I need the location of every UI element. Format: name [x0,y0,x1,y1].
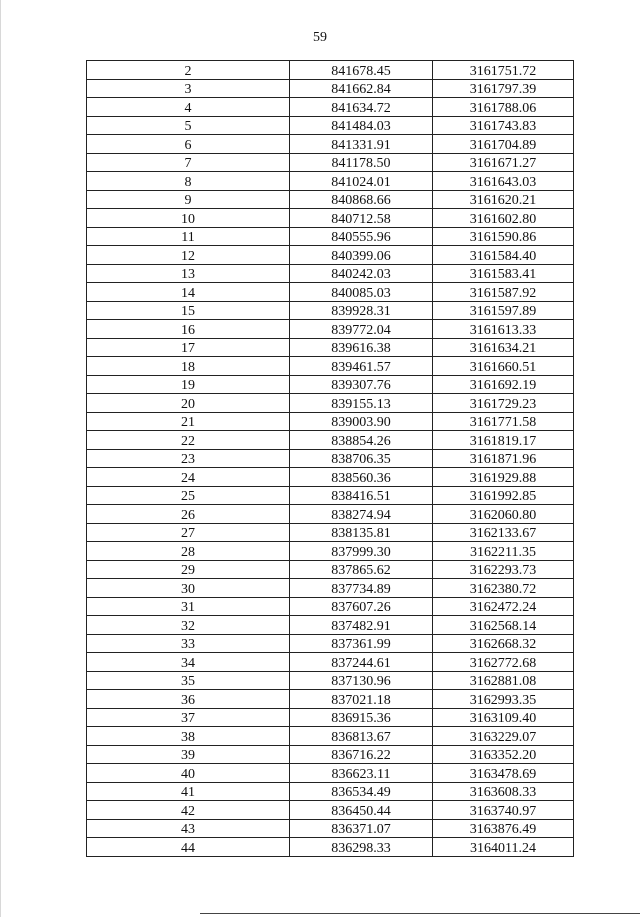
point-number-cell: 28 [87,542,290,561]
table-row [87,708,574,727]
y-coordinate-cell: 3162772.68 [433,653,574,672]
point-number-cell: 25 [87,486,290,505]
y-coordinate-cell: 3162668.32 [433,634,574,653]
table-row [87,172,574,191]
table-row [87,727,574,746]
y-coordinate-cell: 3161992.85 [433,486,574,505]
point-number-cell: 34 [87,653,290,672]
x-coordinate-cell: 841634.72 [290,98,433,117]
table-row [87,301,574,320]
x-coordinate-cell: 837865.62 [290,560,433,579]
point-number-cell: 16 [87,320,290,339]
table-row [87,79,574,98]
y-coordinate-cell: 3161660.51 [433,357,574,376]
y-coordinate-cell: 3163740.97 [433,801,574,820]
x-coordinate-cell: 838560.36 [290,468,433,487]
x-coordinate-cell: 837244.61 [290,653,433,672]
y-coordinate-cell: 3161584.40 [433,246,574,265]
x-coordinate-cell: 839928.31 [290,301,433,320]
y-coordinate-cell: 3162211.35 [433,542,574,561]
table-row [87,634,574,653]
table-row [87,653,574,672]
point-number-cell: 2 [87,61,290,80]
point-number-cell: 20 [87,394,290,413]
y-coordinate-cell: 3161729.23 [433,394,574,413]
y-coordinate-cell: 3162380.72 [433,579,574,598]
page-bottom-border [200,913,640,914]
x-coordinate-cell: 837607.26 [290,597,433,616]
table-row [87,153,574,172]
table-row [87,616,574,635]
point-number-cell: 6 [87,135,290,154]
x-coordinate-cell: 838135.81 [290,523,433,542]
point-number-cell: 31 [87,597,290,616]
x-coordinate-cell: 836716.22 [290,745,433,764]
x-coordinate-cell: 841024.01 [290,172,433,191]
table-row [87,819,574,838]
y-coordinate-cell: 3161583.41 [433,264,574,283]
point-number-cell: 33 [87,634,290,653]
table-row [87,98,574,117]
y-coordinate-cell: 3161587.92 [433,283,574,302]
table-row [87,394,574,413]
table-row [87,190,574,209]
table-row [87,320,574,339]
x-coordinate-cell: 839616.38 [290,338,433,357]
point-number-cell: 38 [87,727,290,746]
table-row [87,338,574,357]
point-number-cell: 21 [87,412,290,431]
x-coordinate-cell: 837734.89 [290,579,433,598]
point-number-cell: 42 [87,801,290,820]
y-coordinate-cell: 3161602.80 [433,209,574,228]
x-coordinate-cell: 840868.66 [290,190,433,209]
table-row [87,782,574,801]
x-coordinate-cell: 839772.04 [290,320,433,339]
point-number-cell: 3 [87,79,290,98]
y-coordinate-cell: 3162472.24 [433,597,574,616]
x-coordinate-cell: 836813.67 [290,727,433,746]
table-row [87,671,574,690]
table-row [87,264,574,283]
point-number-cell: 29 [87,560,290,579]
point-number-cell: 26 [87,505,290,524]
y-coordinate-cell: 3161634.21 [433,338,574,357]
point-number-cell: 43 [87,819,290,838]
x-coordinate-cell: 840399.06 [290,246,433,265]
point-number-cell: 40 [87,764,290,783]
point-number-cell: 11 [87,227,290,246]
y-coordinate-cell: 3161871.96 [433,449,574,468]
x-coordinate-cell: 838854.26 [290,431,433,450]
point-number-cell: 44 [87,838,290,857]
point-number-cell: 39 [87,745,290,764]
x-coordinate-cell: 836298.33 [290,838,433,857]
point-number-cell: 17 [87,338,290,357]
point-number-cell: 19 [87,375,290,394]
y-coordinate-cell: 3163109.40 [433,708,574,727]
x-coordinate-cell: 841331.91 [290,135,433,154]
y-coordinate-cell: 3163608.33 [433,782,574,801]
y-coordinate-cell: 3161743.83 [433,116,574,135]
table-row [87,61,574,80]
y-coordinate-cell: 3163876.49 [433,819,574,838]
y-coordinate-cell: 3164011.24 [433,838,574,857]
table-row [87,449,574,468]
point-number-cell: 41 [87,782,290,801]
table-row [87,486,574,505]
y-coordinate-cell: 3161929.88 [433,468,574,487]
y-coordinate-cell: 3162060.80 [433,505,574,524]
y-coordinate-cell: 3163352.20 [433,745,574,764]
x-coordinate-cell: 839307.76 [290,375,433,394]
x-coordinate-cell: 838416.51 [290,486,433,505]
x-coordinate-cell: 837482.91 [290,616,433,635]
table-row [87,357,574,376]
point-number-cell: 14 [87,283,290,302]
table-row [87,838,574,857]
y-coordinate-cell: 3162881.08 [433,671,574,690]
page-number: 59 [313,30,327,45]
x-coordinate-cell: 839003.90 [290,412,433,431]
y-coordinate-cell: 3161819.17 [433,431,574,450]
table-row [87,745,574,764]
x-coordinate-cell: 839155.13 [290,394,433,413]
point-number-cell: 13 [87,264,290,283]
y-coordinate-cell: 3161597.89 [433,301,574,320]
table-row [87,597,574,616]
point-number-cell: 30 [87,579,290,598]
point-number-cell: 36 [87,690,290,709]
y-coordinate-cell: 3162993.35 [433,690,574,709]
table-row [87,412,574,431]
table-row [87,542,574,561]
table-row [87,227,574,246]
table-row [87,505,574,524]
y-coordinate-cell: 3162133.67 [433,523,574,542]
x-coordinate-cell: 840555.96 [290,227,433,246]
x-coordinate-cell: 838706.35 [290,449,433,468]
point-number-cell: 18 [87,357,290,376]
y-coordinate-cell: 3161671.27 [433,153,574,172]
table-row [87,135,574,154]
point-number-cell: 7 [87,153,290,172]
table-row [87,431,574,450]
y-coordinate-cell: 3163229.07 [433,727,574,746]
y-coordinate-cell: 3161751.72 [433,61,574,80]
point-number-cell: 32 [87,616,290,635]
x-coordinate-cell: 840242.03 [290,264,433,283]
x-coordinate-cell: 837021.18 [290,690,433,709]
coordinates-table-body [87,61,574,857]
point-number-cell: 12 [87,246,290,265]
point-number-cell: 35 [87,671,290,690]
x-coordinate-cell: 841662.84 [290,79,433,98]
x-coordinate-cell: 836915.36 [290,708,433,727]
point-number-cell: 23 [87,449,290,468]
y-coordinate-cell: 3161692.19 [433,375,574,394]
x-coordinate-cell: 840085.03 [290,283,433,302]
x-coordinate-cell: 837130.96 [290,671,433,690]
table-row [87,523,574,542]
table-row [87,764,574,783]
x-coordinate-cell: 837361.99 [290,634,433,653]
x-coordinate-cell: 841178.50 [290,153,433,172]
table-row [87,283,574,302]
x-coordinate-cell: 841678.45 [290,61,433,80]
coordinates-table [86,60,574,857]
y-coordinate-cell: 3161620.21 [433,190,574,209]
point-number-cell: 4 [87,98,290,117]
page-left-edge [0,0,1,917]
point-number-cell: 9 [87,190,290,209]
x-coordinate-cell: 839461.57 [290,357,433,376]
point-number-cell: 10 [87,209,290,228]
table-row [87,560,574,579]
point-number-cell: 8 [87,172,290,191]
point-number-cell: 37 [87,708,290,727]
y-coordinate-cell: 3161590.86 [433,227,574,246]
y-coordinate-cell: 3161771.58 [433,412,574,431]
y-coordinate-cell: 3161704.89 [433,135,574,154]
y-coordinate-cell: 3161797.39 [433,79,574,98]
point-number-cell: 5 [87,116,290,135]
point-number-cell: 15 [87,301,290,320]
y-coordinate-cell: 3161788.06 [433,98,574,117]
y-coordinate-cell: 3162293.73 [433,560,574,579]
table-row [87,801,574,820]
table-row [87,209,574,228]
point-number-cell: 22 [87,431,290,450]
point-number-cell: 24 [87,468,290,487]
x-coordinate-cell: 836623.11 [290,764,433,783]
y-coordinate-cell: 3162568.14 [433,616,574,635]
x-coordinate-cell: 840712.58 [290,209,433,228]
table-row [87,246,574,265]
x-coordinate-cell: 836371.07 [290,819,433,838]
table-row [87,116,574,135]
x-coordinate-cell: 837999.30 [290,542,433,561]
y-coordinate-cell: 3161613.33 [433,320,574,339]
x-coordinate-cell: 838274.94 [290,505,433,524]
table-row [87,690,574,709]
table-row [87,468,574,487]
x-coordinate-cell: 836450.44 [290,801,433,820]
table-row [87,579,574,598]
x-coordinate-cell: 836534.49 [290,782,433,801]
y-coordinate-cell: 3161643.03 [433,172,574,191]
y-coordinate-cell: 3163478.69 [433,764,574,783]
point-number-cell: 27 [87,523,290,542]
x-coordinate-cell: 841484.03 [290,116,433,135]
table-row [87,375,574,394]
